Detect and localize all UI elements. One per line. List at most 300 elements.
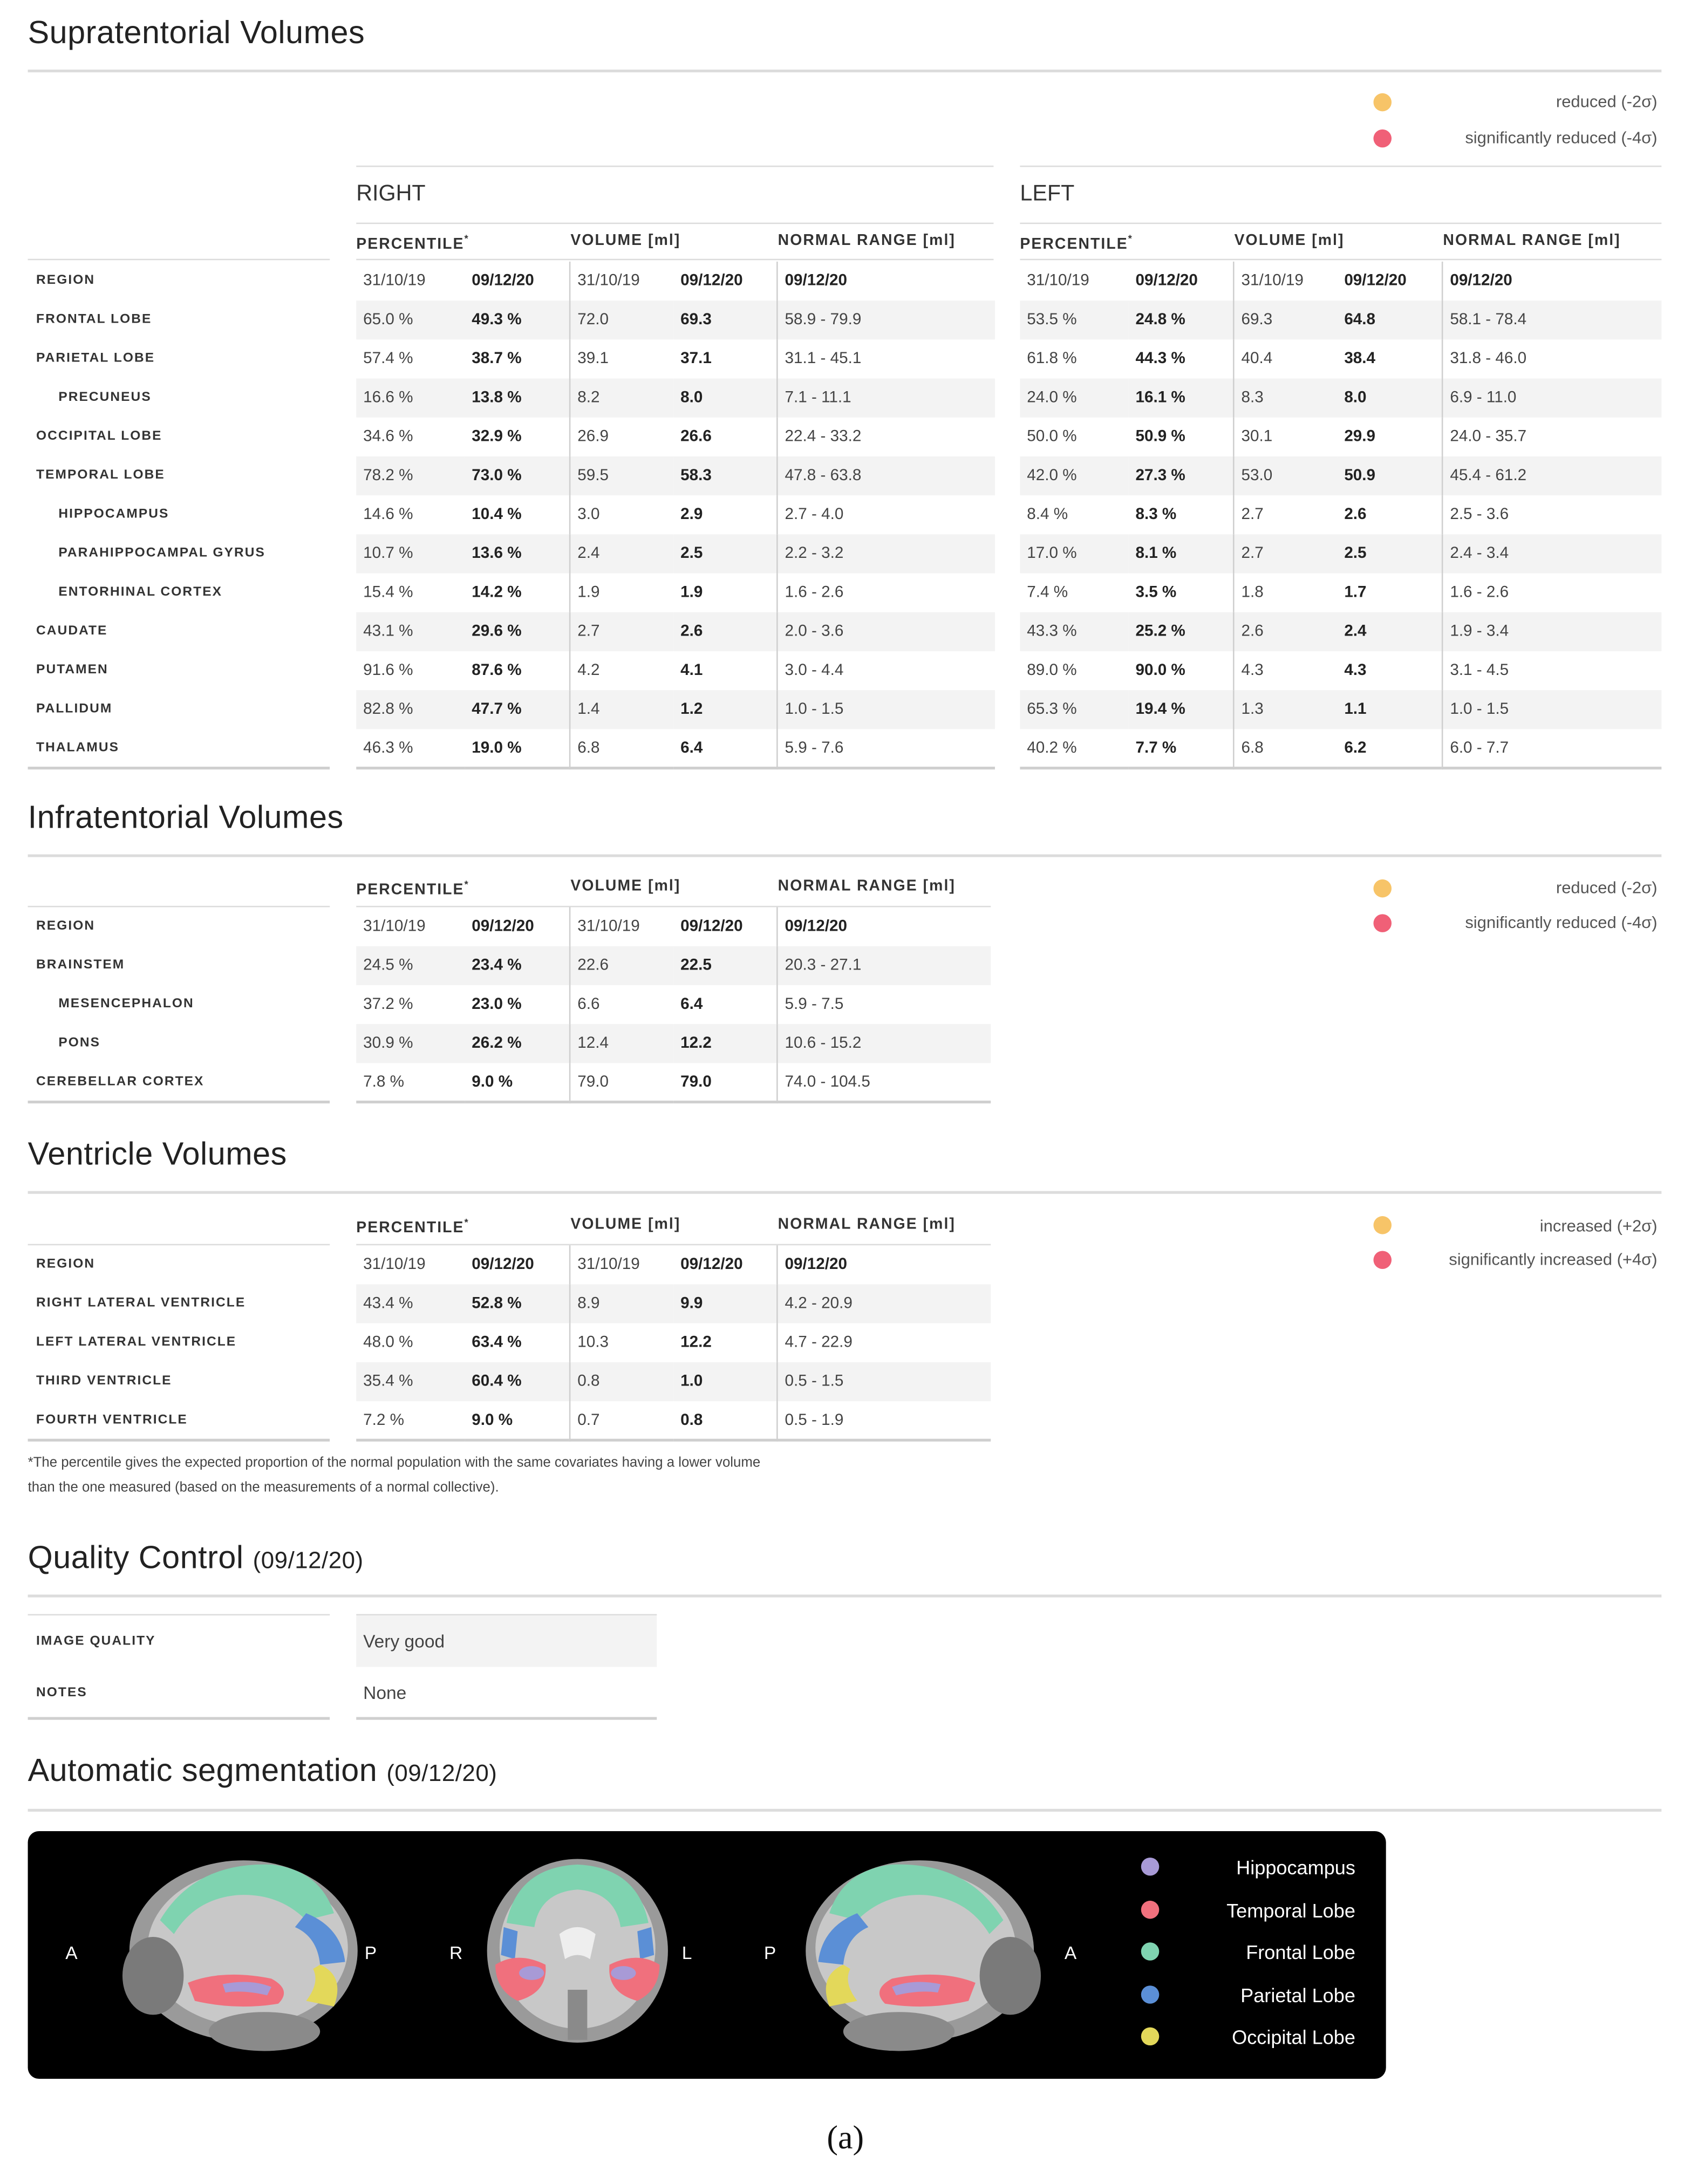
volume-prev: 0.8	[569, 1362, 673, 1401]
left-volume-current: 1.1	[1337, 690, 1441, 729]
left-subheader-divider	[1020, 259, 1661, 261]
figure-caption: (a)	[827, 2120, 864, 2157]
left-percentile-current: 16.1 %	[1129, 378, 1233, 417]
region-row	[28, 729, 1662, 769]
region-label: THIRD VENTRICLE	[28, 1362, 330, 1401]
right-percentile-prev: 16.6 %	[356, 378, 465, 417]
right-percentile-current: 32.9 %	[472, 428, 522, 446]
section-divider	[28, 1595, 1662, 1598]
right-volume-current: 1.9	[680, 584, 703, 602]
volume-prev: 6.6	[569, 985, 673, 1024]
date-header: 31/10/19	[1233, 262, 1337, 301]
left-volume-prev: 53.0	[1233, 456, 1337, 495]
temporal-lobe-legend-label: Temporal Lobe	[1226, 1899, 1355, 1921]
date-header: 09/12/20	[1135, 272, 1198, 290]
legend-reduced-dot	[1373, 879, 1392, 898]
date-header: 09/12/20	[472, 1256, 534, 1273]
region-row	[28, 1323, 991, 1362]
date-header: 09/12/20	[472, 272, 534, 290]
date-header-row	[28, 907, 991, 946]
right-hemisphere-label: RIGHT	[356, 182, 426, 206]
left-percentile-prev: 17.0 %	[1020, 534, 1128, 573]
legend-reduced-label: reduced (-2σ)	[1556, 878, 1658, 898]
normal-range-header: NORMAL RANGE [ml]	[778, 878, 956, 895]
right-percentile-prev: 14.6 %	[363, 506, 413, 523]
right-volume-prev: 39.1	[569, 339, 673, 378]
frontal-lobe-legend-dot	[1141, 1942, 1160, 1961]
left-volume-prev: 1.8	[1233, 574, 1337, 612]
date-header: 31/10/19	[569, 262, 673, 301]
left-percentile-prev: 42.0 %	[1020, 456, 1128, 495]
frontal-lobe-legend-label: Frontal Lobe	[1246, 1941, 1355, 1963]
right-volume-prev: 72.0	[569, 301, 673, 339]
right-normal-range: 1.0 - 1.5	[776, 690, 995, 729]
right-normal-range: 3.0 - 4.4	[776, 651, 995, 690]
right-percentile-current: 87.6 %	[472, 662, 522, 679]
percentile-current: 9.0 %	[465, 1401, 569, 1442]
left-volume-current: 64.8	[1337, 301, 1441, 339]
left-volume-prev: 2.7	[1233, 534, 1337, 573]
volume-current: 12.2	[680, 1334, 712, 1352]
region-row	[28, 301, 1662, 339]
parietal-lobe-legend-label: Parietal Lobe	[1240, 1983, 1355, 2006]
percentile-current: 26.2 %	[465, 1024, 569, 1063]
section-divider	[28, 70, 1662, 72]
region-row	[28, 612, 1662, 651]
region-label: PONS	[28, 1024, 330, 1063]
right-percentile-prev: 34.6 %	[363, 428, 413, 446]
right-normal-range: 2.0 - 3.6	[776, 612, 995, 651]
left-volume-prev: 6.8	[1233, 729, 1337, 769]
left-volume-prev: 4.3	[1233, 651, 1337, 690]
left-normal-range: 6.9 - 11.0	[1442, 378, 1661, 417]
left-volume-prev: 8.3	[1233, 378, 1337, 417]
date-header: 31/10/19	[363, 272, 426, 290]
image-quality-value: Very good	[356, 1615, 657, 1667]
right-normal-range-header: NORMAL RANGE [ml]	[778, 232, 956, 249]
left-percentile-current: 8.3 %	[1135, 506, 1177, 523]
right-percentile-current: 73.0 %	[465, 456, 569, 495]
right-percentile-current: 38.7 %	[472, 350, 522, 367]
section-divider	[28, 1191, 1662, 1194]
hippocampus-legend-label: Hippocampus	[1236, 1856, 1355, 1879]
orientation-label: R	[449, 1942, 463, 1963]
orientation-label: P	[763, 1942, 776, 1963]
right-volume-prev: 4.2	[569, 651, 673, 690]
region-row	[28, 339, 1662, 378]
legend-reduced-dot	[1373, 93, 1392, 112]
left-normal-range: 1.6 - 2.6	[1442, 574, 1661, 612]
date-header: 31/10/19	[1027, 272, 1089, 290]
right-subheader-divider	[356, 259, 993, 261]
orientation-label: A	[1064, 1942, 1077, 1963]
sagittal-brain-image-anterior	[111, 1851, 362, 2059]
region-row	[28, 418, 1662, 456]
left-normal-range: 31.8 - 46.0	[1442, 339, 1661, 378]
left-volume-current: 2.5	[1337, 534, 1441, 573]
percentile-current: 9.0 %	[465, 1063, 569, 1103]
volume-current: 22.5	[673, 946, 776, 985]
right-volume-current: 4.1	[680, 662, 703, 679]
right-volume-current: 58.3	[673, 456, 776, 495]
right-volume-prev: 1.4	[569, 690, 673, 729]
region-label: TEMPORAL LOBE	[28, 456, 330, 495]
left-normal-range: 24.0 - 35.7	[1442, 418, 1661, 456]
volume-header: VOLUME [ml]	[570, 1216, 681, 1233]
region-label: FRONTAL LOBE	[28, 301, 330, 339]
orientation-label: A	[65, 1942, 78, 1963]
right-volume-prev: 1.9	[569, 574, 673, 612]
date-header-row	[28, 1245, 991, 1284]
volume-prev: 22.6	[569, 946, 673, 985]
left-percentile-current: 27.3 %	[1129, 456, 1233, 495]
legend-significantly-reduced-label: significantly reduced (-4σ)	[1465, 912, 1658, 932]
left-normal-range: 45.4 - 61.2	[1442, 456, 1661, 495]
right-percentile-prev: 15.4 %	[363, 584, 413, 602]
infratentorial-table	[28, 907, 991, 1104]
right-normal-range: 22.4 - 33.2	[776, 418, 995, 456]
left-percentile-prev: 43.3 %	[1020, 612, 1128, 651]
left-hemisphere-label: LEFT	[1020, 182, 1075, 206]
left-percentile-current: 3.5 %	[1135, 584, 1177, 602]
volume-current: 6.4	[680, 996, 703, 1013]
segmentation-date: (09/12/20)	[386, 1760, 497, 1787]
left-normal-range-header: NORMAL RANGE [ml]	[1443, 232, 1621, 249]
right-percentile-current: 49.3 %	[465, 301, 569, 339]
right-percentile-current: 47.7 %	[465, 690, 569, 729]
volume-header: VOLUME [ml]	[570, 878, 681, 895]
right-normal-range: 5.9 - 7.6	[776, 729, 995, 769]
left-volume-current: 2.4	[1337, 612, 1441, 651]
right-percentile-prev: 91.6 %	[363, 662, 413, 679]
right-volume-prev: 6.8	[569, 729, 673, 769]
volume-current: 12.2	[673, 1024, 776, 1063]
right-percentile-prev: 65.0 %	[356, 301, 465, 339]
percentile-prev: 24.5 %	[356, 946, 465, 985]
occipital-lobe-legend-dot	[1141, 2028, 1160, 2046]
region-label: THALAMUS	[28, 729, 330, 769]
hippocampus-legend-dot	[1141, 1858, 1160, 1876]
left-percentile-current: 44.3 %	[1135, 350, 1185, 367]
region-header: REGION	[28, 907, 330, 946]
region-row	[28, 1401, 991, 1442]
image-quality-row	[28, 1615, 657, 1667]
left-percentile-header: PERCENTILE*	[1020, 235, 1133, 253]
left-volume-current: 29.9	[1344, 428, 1376, 446]
left-percentile-prev: 53.5 %	[1020, 301, 1128, 339]
right-volume-current: 8.0	[673, 378, 776, 417]
left-volume-prev: 30.1	[1233, 418, 1337, 456]
percentile-current: 23.4 %	[465, 946, 569, 985]
right-volume-current: 6.4	[673, 729, 776, 769]
normal-range: 0.5 - 1.9	[776, 1401, 991, 1442]
region-label: PALLIDUM	[28, 690, 330, 729]
normal-range: 0.5 - 1.5	[776, 1362, 991, 1401]
percentile-current: 23.0 %	[472, 996, 522, 1013]
coronal-brain-image	[476, 1851, 679, 2059]
region-label: OCCIPITAL LOBE	[28, 418, 330, 456]
region-label: CAUDATE	[28, 612, 330, 651]
right-normal-range: 2.7 - 4.0	[776, 495, 995, 534]
right-percentile-current: 29.6 %	[465, 612, 569, 651]
percentile-prev: 43.4 %	[356, 1284, 465, 1323]
left-volume-current: 8.0	[1337, 378, 1441, 417]
right-volume-current: 2.9	[680, 506, 703, 523]
date-header: 09/12/20	[1442, 262, 1661, 301]
region-divider	[28, 259, 330, 261]
normal-range: 4.2 - 20.9	[776, 1284, 991, 1323]
date-header: 31/10/19	[569, 907, 673, 946]
normal-range: 5.9 - 7.5	[776, 985, 991, 1024]
region-label: BRAINSTEM	[28, 946, 330, 985]
date-header: 09/12/20	[680, 1256, 743, 1273]
region-label: FOURTH VENTRICLE	[28, 1401, 330, 1442]
volume-current: 1.0	[673, 1362, 776, 1401]
right-volume-prev: 26.9	[569, 418, 673, 456]
footnote-line: than the one measured (based on the measurements of a normal collective).	[28, 1480, 499, 1496]
left-percentile-prev: 8.4 %	[1027, 506, 1068, 523]
right-volume-current: 1.2	[673, 690, 776, 729]
left-volume-prev: 1.3	[1233, 690, 1337, 729]
right-volume-current: 2.6	[673, 612, 776, 651]
left-volume-prev: 40.4	[1233, 339, 1337, 378]
legend-increased-label: increased (+2σ)	[1539, 1216, 1658, 1236]
normal-range: 10.6 - 15.2	[776, 1024, 991, 1063]
region-label: RIGHT LATERAL VENTRICLE	[28, 1284, 330, 1323]
volume-prev: 10.3	[569, 1323, 673, 1362]
percentile-current: 63.4 %	[472, 1334, 522, 1352]
right-volume-current: 37.1	[680, 350, 712, 367]
left-percentile-prev: 24.0 %	[1020, 378, 1128, 417]
legend-significantly-increased-dot	[1373, 1251, 1392, 1270]
left-volume-current: 6.2	[1337, 729, 1441, 769]
right-normal-range: 31.1 - 45.1	[776, 339, 995, 378]
region-label: PARAHIPPOCAMPAL GYRUS	[28, 534, 330, 573]
left-volume-prev: 2.7	[1233, 495, 1337, 534]
percentile-prev: 7.2 %	[356, 1401, 465, 1442]
region-row	[28, 495, 1662, 534]
percentile-current: 52.8 %	[465, 1284, 569, 1323]
percentile-prev: 7.8 %	[356, 1063, 465, 1103]
right-volume-prev: 3.0	[569, 495, 673, 534]
quality-control-date: (09/12/20)	[253, 1547, 364, 1574]
left-volume-header: VOLUME [ml]	[1234, 232, 1345, 249]
legend-reduced-label: reduced (-2σ)	[1556, 92, 1658, 112]
region-row	[28, 1063, 991, 1103]
right-volume-prev: 59.5	[569, 456, 673, 495]
footnote-line: *The percentile gives the expected proportion of the normal population with the same covariates having a lower volume	[28, 1455, 761, 1471]
date-header: 09/12/20	[680, 918, 743, 936]
right-volume-current: 26.6	[680, 428, 712, 446]
region-row	[28, 985, 991, 1024]
region-label: MESENCEPHALON	[28, 985, 330, 1024]
region-label: HIPPOCAMPUS	[28, 495, 330, 534]
region-header: REGION	[28, 1245, 330, 1284]
orientation-label: P	[364, 1942, 377, 1963]
right-normal-range: 58.9 - 79.9	[776, 301, 995, 339]
temporal-lobe-legend-dot	[1141, 1900, 1160, 1919]
legend-significantly-reduced-label: significantly reduced (-4σ)	[1465, 128, 1658, 148]
infratentorial-title: Infratentorial Volumes	[28, 798, 344, 835]
volume-prev: 8.9	[569, 1284, 673, 1323]
right-volume-header: VOLUME [ml]	[570, 232, 681, 249]
quality-control-table	[28, 1615, 657, 1719]
sagittal-brain-image-posterior	[802, 1851, 1052, 2059]
volume-prev: 0.7	[569, 1401, 673, 1442]
region-row	[28, 946, 991, 985]
region-row	[28, 651, 1662, 690]
legend-significantly-reduced-dot	[1373, 914, 1392, 932]
right-volume-prev: 2.7	[569, 612, 673, 651]
volume-current: 79.0	[673, 1063, 776, 1103]
right-volume-current: 2.5	[673, 534, 776, 573]
image-quality-label: IMAGE QUALITY	[28, 1615, 330, 1667]
date-header-row	[28, 262, 1662, 301]
right-volume-prev: 8.2	[569, 378, 673, 417]
ventricle-table	[28, 1245, 991, 1442]
region-label: CEREBELLAR CORTEX	[28, 1063, 330, 1103]
right-normal-range: 2.2 - 3.2	[776, 534, 995, 573]
region-row	[28, 456, 1662, 495]
right-normal-range: 7.1 - 11.1	[776, 378, 995, 417]
percentile-prev: 30.9 %	[356, 1024, 465, 1063]
volume-prev: 79.0	[569, 1063, 673, 1103]
date-header: 09/12/20	[472, 918, 534, 936]
region-label: LEFT LATERAL VENTRICLE	[28, 1323, 330, 1362]
legend-increased-dot	[1373, 1216, 1392, 1234]
right-percentile-current: 10.4 %	[472, 506, 522, 523]
date-header: 09/12/20	[776, 907, 991, 946]
percentile-header: PERCENTILE*	[356, 1219, 469, 1237]
region-row	[28, 378, 1662, 417]
region-row	[28, 1284, 991, 1323]
supratentorial-title: Supratentorial Volumes	[28, 13, 365, 50]
normal-range: 4.7 - 22.9	[776, 1323, 991, 1362]
percentile-prev: 48.0 %	[363, 1334, 413, 1352]
region-label: PUTAMEN	[28, 651, 330, 690]
left-volume-current: 2.6	[1344, 506, 1367, 523]
region-label: PARIETAL LOBE	[28, 339, 330, 378]
normal-range: 74.0 - 104.5	[776, 1063, 991, 1103]
region-label: PRECUNEUS	[28, 378, 330, 417]
normal-range-header: NORMAL RANGE [ml]	[778, 1216, 956, 1233]
date-header: 09/12/20	[776, 262, 995, 301]
left-percentile-current: 50.9 %	[1135, 428, 1185, 446]
right-percentile-current: 19.0 %	[465, 729, 569, 769]
left-percentile-current: 19.4 %	[1129, 690, 1233, 729]
right-percentile-current: 14.2 %	[472, 584, 522, 602]
right-percentile-prev: 43.1 %	[356, 612, 465, 651]
section-divider	[28, 855, 1662, 857]
notes-value: None	[356, 1667, 657, 1720]
region-label: ENTORHINAL CORTEX	[28, 574, 330, 612]
region-row	[28, 690, 1662, 729]
legend-significantly-reduced-dot	[1373, 129, 1392, 148]
percentile-prev: 35.4 %	[356, 1362, 465, 1401]
date-header: 09/12/20	[776, 1245, 991, 1284]
left-normal-range: 1.9 - 3.4	[1442, 612, 1661, 651]
legend-divider	[1020, 166, 1661, 167]
orientation-label: L	[681, 1942, 692, 1963]
right-percentile-prev: 46.3 %	[356, 729, 465, 769]
segmentation-panel	[28, 1831, 1386, 2079]
notes-row	[28, 1667, 657, 1720]
right-normal-range: 1.6 - 2.6	[776, 574, 995, 612]
quality-control-title: Quality Control (09/12/20)	[28, 1539, 364, 1575]
right-percentile-header: PERCENTILE*	[356, 235, 469, 253]
right-header-divider	[356, 223, 993, 224]
left-header-divider	[1020, 223, 1661, 224]
left-volume-current: 38.4	[1344, 350, 1376, 367]
right-volume-current: 69.3	[673, 301, 776, 339]
left-normal-range: 3.1 - 4.5	[1442, 651, 1661, 690]
legend-significantly-increased-label: significantly increased (+4σ)	[1449, 1249, 1658, 1270]
volume-prev: 12.4	[569, 1024, 673, 1063]
left-percentile-current: 90.0 %	[1135, 662, 1185, 679]
right-percentile-current: 13.6 %	[465, 534, 569, 573]
left-volume-current: 1.7	[1344, 584, 1367, 602]
segmentation-title: Automatic segmentation (09/12/20)	[28, 1751, 497, 1789]
right-normal-range: 47.8 - 63.8	[776, 456, 995, 495]
left-normal-range: 1.0 - 1.5	[1442, 690, 1661, 729]
left-percentile-prev: 40.2 %	[1020, 729, 1128, 769]
region-header: REGION	[28, 262, 330, 301]
date-header: 31/10/19	[569, 1245, 673, 1284]
right-percentile-prev: 57.4 %	[363, 350, 413, 367]
parietal-lobe-legend-dot	[1141, 1985, 1160, 2003]
date-header: 31/10/19	[363, 1256, 426, 1273]
volume-current: 9.9	[673, 1284, 776, 1323]
right-percentile-current: 13.8 %	[465, 378, 569, 417]
left-percentile-prev: 50.0 %	[1027, 428, 1077, 446]
percentile-prev: 37.2 %	[363, 996, 413, 1013]
left-normal-range: 2.5 - 3.6	[1442, 495, 1661, 534]
left-percentile-prev: 89.0 %	[1027, 662, 1077, 679]
occipital-lobe-legend-label: Occipital Lobe	[1232, 2026, 1355, 2049]
right-divider	[356, 166, 993, 167]
notes-label: NOTES	[28, 1667, 330, 1720]
right-percentile-prev: 78.2 %	[356, 456, 465, 495]
region-row	[28, 1024, 991, 1063]
left-percentile-prev: 7.4 %	[1027, 584, 1068, 602]
ventricle-title: Ventricle Volumes	[28, 1135, 287, 1172]
right-volume-prev: 2.4	[569, 534, 673, 573]
left-volume-current: 50.9	[1337, 456, 1441, 495]
left-percentile-prev: 61.8 %	[1027, 350, 1077, 367]
region-row	[28, 534, 1662, 573]
left-percentile-current: 25.2 %	[1129, 612, 1233, 651]
left-volume-current: 4.3	[1344, 662, 1367, 679]
right-percentile-prev: 10.7 %	[356, 534, 465, 573]
left-percentile-current: 24.8 %	[1129, 301, 1233, 339]
section-divider	[28, 1809, 1662, 1812]
volume-current: 0.8	[673, 1401, 776, 1442]
left-volume-prev: 2.6	[1233, 612, 1337, 651]
left-percentile-current: 8.1 %	[1129, 534, 1233, 573]
normal-range: 20.3 - 27.1	[776, 946, 991, 985]
left-normal-range: 2.4 - 3.4	[1442, 534, 1661, 573]
date-header: 09/12/20	[680, 272, 743, 290]
left-percentile-prev: 65.3 %	[1020, 690, 1128, 729]
percentile-footnote	[28, 1451, 761, 1502]
date-header: 09/12/20	[1344, 272, 1407, 290]
right-percentile-prev: 82.8 %	[356, 690, 465, 729]
left-volume-prev: 69.3	[1233, 301, 1337, 339]
region-row	[28, 1362, 991, 1401]
percentile-header: PERCENTILE*	[356, 881, 469, 899]
left-normal-range: 6.0 - 7.7	[1442, 729, 1661, 769]
left-normal-range: 58.1 - 78.4	[1442, 301, 1661, 339]
